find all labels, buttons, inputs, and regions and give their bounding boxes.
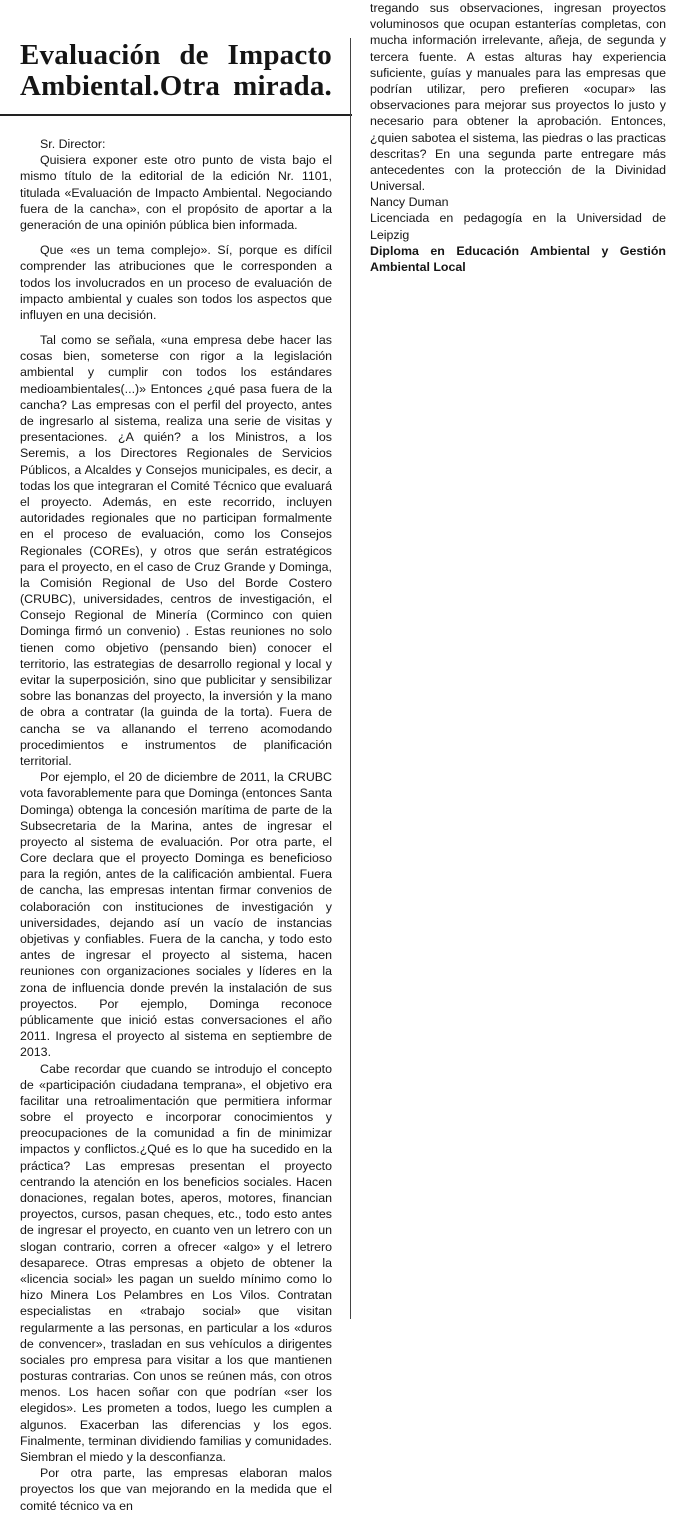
column-divider [350,38,351,1319]
signature-affiliation: Licenciada en pedagogía en la Universidad de Leipzig [370,211,666,242]
paragraph-complex-topic: Que «es un tema complejo». Sí, porque es difícil comprender las atribuciones que le corresponden a todos los involucrados en un proceso de evaluación de impacto ambiental y cuales son todos los aspectos que influyen en una decisión. [20,243,332,322]
article-title: Evaluación de Impacto Ambiental.Otra mirada. [20,39,332,102]
salutation: Sr. Director: [40,137,106,151]
paragraph-continuation: tregando sus observaciones, ingresan proyectos voluminosos que ocupan estanterías completas, con mucha información irrelevante, añeja, de segunda y tercera fuente. A estas alturas hay experiencia suficiente, guías y manuales para las empresas que podrían utilizar, pero prefieren «ocupar» las observaciones para mejorar sus proyectos lo justo y necesario para obtener la aprobación. Entonces, ¿quien sabotea el sistema, las piedras o las practicas descritas? En una segunda parte entregare más antecedentes con la protección de la Divinidad Universal. [370,1,666,194]
paragraph-example-crubc: Por ejemplo, el 20 de diciembre de 2011, la CRUBC vota favorablemente para que Dominga (entonces Santa Dominga) obtenga la concesión marítima de parte de la Subsecretaria de la Marina, antes de ingresar el proyecto al sistema de evaluación. Por otra parte, el Core declara que el proyecto Dominga es beneficioso para la región, antes de la calificación ambiental. Fuera de cancha, las empresas intentan firmar convenios de colaboración con instituciones de investigación y universidades, dejando así un vacío de instancias objetivas y confiables. Fuera de la cancha, y todo esto antes de ingresar el proyecto al sistema, hacen reuniones con organizaciones sociales y líderes en la zona de influencia donde prevén la instalación de sus proyectos. Por ejemplo, Dominga reconoce públicamente que inició estas conversaciones el año 2011. Ingresa el proyecto al sistema en septiembre de 2013. [20,770,332,1060]
signature-credential: Diploma en Educación Ambiental y Gestión Ambiental Local [370,243,666,274]
paragraph-bad-projects: Por otra parte, las empresas elaboran malos proyectos los que van mejorando en la medida que el comité técnico va en [20,1466,332,1513]
paragraph-citizen-participation: Cabe recordar que cuando se introdujo el concepto de «participación ciudadana temprana», el objetivo era facilitar una retroalimentación que permitiera informar sobre el proyecto e incorporar conocimientos y preocupaciones de la comunidad a fin de minimizar impactos y conflictos.¿Qué es lo que ha sucedido en la práctica? Las empresas presentan el proyecto centrando la atención en los beneficios sociales. Hacen donaciones, regalan botes, aperos, motores, financian proyectos, cursos, pasan cheques, etc., todo esto antes de ingresar el proyecto, en cuanto ven un letrero con un slogan contrario, corren a ofrecer «algo» y el letrero desaparece. Otras empresas a objeto de obtener la «licencia social» les pagan un sueldo mínimo como lo hizo Minera Los Pelambres en Los Vilos. Contratan especialistas en «trabajo social» que visitan regularmente a las personas, en particular a los «duros de convencer», trasladan en sus vehículos a dirigentes sociales pro empresa para visitar a los que mantienen posturas contrarias. Con unos se reúnen más, con otros menos. Los hacen soñar con que podrían «ser los elegidos». Les prometen a todos, luego les cumplen a algunos. Exacerban las diferencias y los egos. Finalmente, terminan dividiendo familias y comunidades. Siembran el miedo y la desconfianza. [20,1061,332,1464]
paragraph-outside-the-field: Tal como se señala, «una empresa debe hacer las cosas bien, someterse con rigor a la legislación ambiental y cumplir con todos los estándares medioambientales(...)» Entonces ¿qué pasa fuera de la cancha? Las empresas con el perfil del proyecto, antes de ingresarlo al sistema, realiza una serie de visitas y presentaciones. ¿A quién? a los Ministros, a los Seremis, a los Directores Regionales de Servicios Públicos, a Alcaldes y Consejos municipales, es decir, a todas los que integraran el Comité Técnico que evaluará el proyecto. Además, en este recorrido, incluyen autoridades regionales que no participan formalmente en el proceso de evaluación, como los Consejos Regionales (COREs), y otros que serán estratégicos para el proyecto, en el caso de Cruz Grande y Dominga, la Comisión Regional de Uso del Borde Costero (CRUBC), universidades, centros de investigación, el Consejo Regional de Minería (Corminco con quien Dominga firmó un convenio) . Estas reuniones no solo tienen como objetivo (pensando bien) conocer el territorio, las estrategias de desarrollo regional y local y evitar la superposición, sino que publicitar y sensibilizar sobre las bonanzas del proyecto, la inversión y la mano de obra a contratar (la guinda de la torta). Fuera de cancha se va allanando el terreno acomodando procedimientos e instrumentos de planificación territorial. [20,333,332,768]
left-column [20,0,332,1513]
signature-name [370,194,666,210]
signature-name-text: Nancy Duman [370,195,449,210]
paragraph-intro: Quisiera exponer este otro punto de vista bajo el mismo título de la editorial de la edición Nr. 1101, titulada «Evaluación de Impacto Ambiental. Negociando fuera de la cancha», con el propósito de aportar a la generación de una opinión pública bien informada. [20,153,332,232]
title-rule [0,114,352,116]
right-column [370,0,666,274]
